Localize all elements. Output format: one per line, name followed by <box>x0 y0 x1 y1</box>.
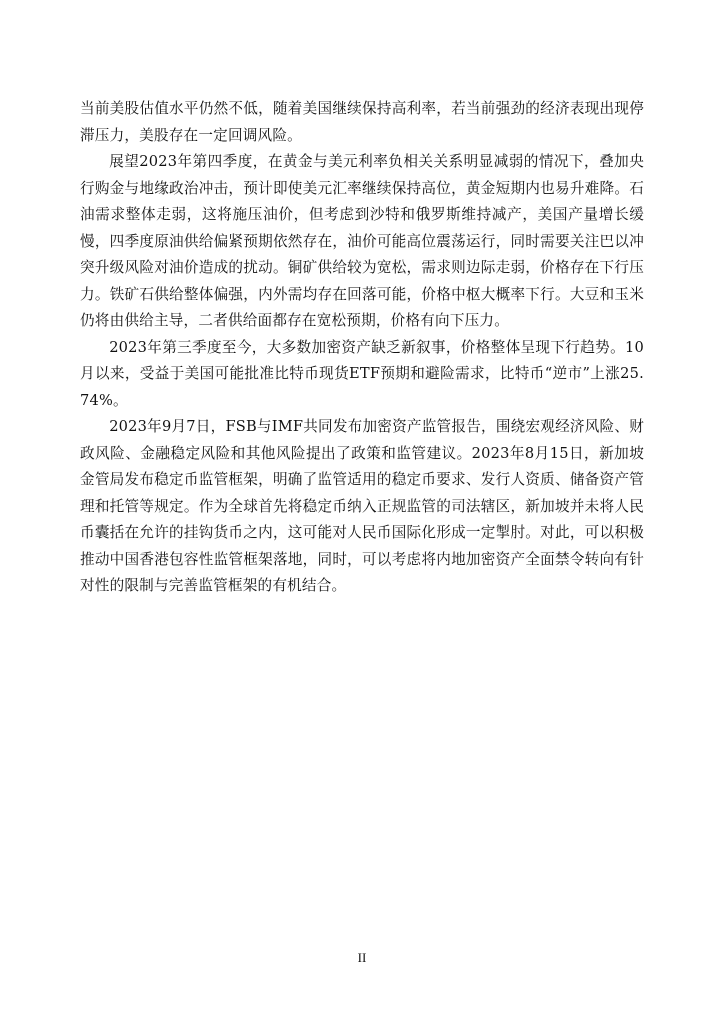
paragraph-crypto-regulation: 2023年9月7日，FSB与IMF共同发布加密资产监管报告，围绕宏观经济风险、财政风险、金融稳定风险和其他风险提出了政策和监管建议。2023年8月15日，新加坡金管局发布稳定币监管框架，明确了监管适用的稳定币要求、发行人资质、储备资产管理和托管等规定。作为全球首先将稳定币纳入正规监管的司法辖区，新加坡并未将人民币囊括在允许的挂钩货币之内，这可能对人民币国际化形成一定掣肘。对此，可以积极推动中国香港包容性监管框架落地，同时，可以考虑将内地加密资产全面禁令转向有针对性的限制与完善监管框架的有机结合。 <box>80 418 644 594</box>
page-number: II <box>357 950 367 965</box>
document-body <box>80 96 644 600</box>
paragraph-crypto-prices: 2023年第三季度至今，大多数加密资产缺乏新叙事，价格整体呈现下行趋势。10月以来，受益于美国可能批准比特币现货ETF预期和避险需求，比特币“逆市”上涨25.74%。 <box>80 338 644 409</box>
paragraph-us-stocks: 当前美股估值水平仍然不低，随着美国继续保持高利率，若当前强劲的经济表现出现停滞压力，美股存在一定回调风险。 <box>80 100 644 144</box>
paragraph-commodities-outlook: 展望2023年第四季度，在黄金与美元利率负相关关系明显减弱的情况下，叠加央行购金与地缘政治冲击，预计即使美元汇率继续保持高位，黄金短期内也易升难降。石油需求整体走弱，这将施压油价，但考虑到沙特和俄罗斯维持减产，美国产量增长缓慢，四季度原油供给偏紧预期依然存在，油价可能高位震荡运行，同时需要关注巴以冲突升级风险对油价造成的扰动。铜矿供给较为宽松，需求则边际走弱，价格存在下行压力。铁矿石供给整体偏强，内外需均存在回落可能，价格中枢大概率下行。大豆和玉米仍将由供给主导，二者供给面都存在宽松预期，价格有向下压力。 <box>80 153 644 329</box>
